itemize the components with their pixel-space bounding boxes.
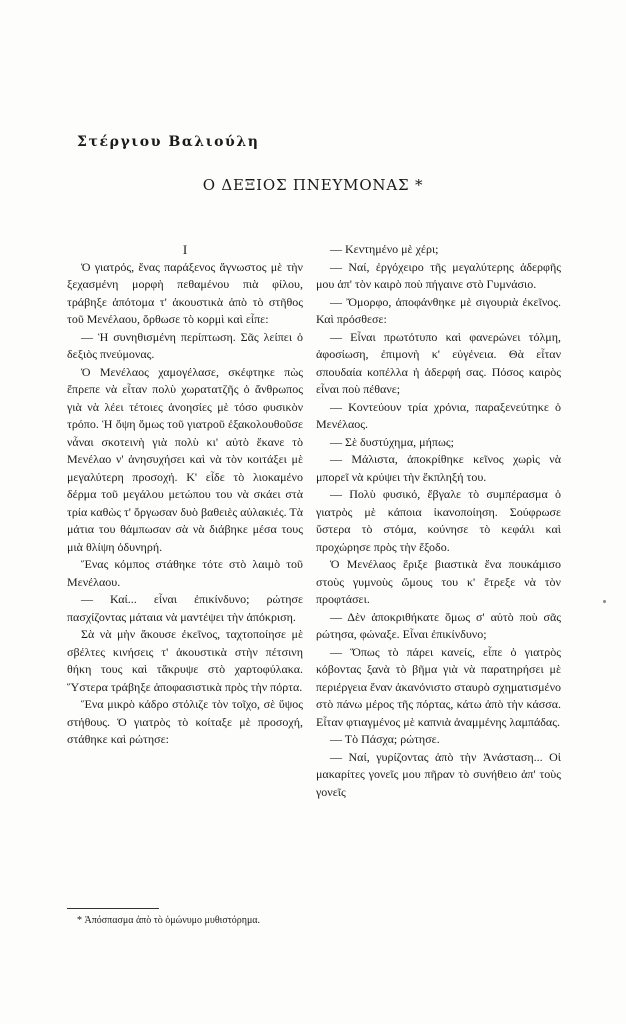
paragraph: Ἕνα μικρὸ κάδρο στόλιζε τὸν τοῖχο, σὲ ὕψος στήθους. Ὁ γιατρὸς τὸ κοίταξε μὲ προσοχή, στάθηκε καὶ ρώτησε: [67,697,303,746]
author-name: Στέργιου Βαλιούλη [77,134,260,150]
section-number: Ι [182,242,188,257]
paragraph: — Κοντεύουν τρία χρόνια, παραξενεύτηκε ὁ Μενέλαος. [316,399,561,431]
paragraph: — Κεντημένο μὲ χέρι; [330,242,439,256]
left-text-column [67,241,303,749]
paragraph: — Τὸ Πάσχα; ρώτησε. [330,732,440,746]
paper-speck [603,600,606,603]
paragraph: — Σὲ δυστύχημα, μήπως; [330,434,454,449]
paragraph: Σὰ νὰ μὴν ἄκουσε ἐκεῖνος, ταχτοποίησε μὲ σβέλτες κινήσεις τ' ἀκουστικὰ στὴν πέτσινη θήκη τους καὶ τἄκρυψε στὸ χαρτοφύλακα. Ὕστερα τράβηξε ἀποφασιστικὰ πρὸς τὴν πόρτα. [67,627,303,694]
paragraph: — Εἶναι πρωτότυπο καὶ φανερώνει τόλμη, ἀφοσίωση, ἐπιμονὴ κ' εὐγένεια. Θὰ εἶταν σπουδαία κοπέλλα ἡ ἀδερφή σας. Πόσος καιρὸς εἶναι ποὺ πέθανε; [316,329,561,396]
paragraph: — Δὲν ἀποκριθήκατε ὅμως σ' αὐτὸ ποὺ σᾶς ρώτησα, φώναξε. Εἶναι ἐπικίνδυνο; [316,609,561,641]
paragraph: Ὁ γιατρός, ἕνας παράξενος ἄγνωστος μὲ τὴν ξεχασμένη μορφὴ πεθαμένου πιὰ φίλου, τράβηξε ἀπότομα τ' ἀκουστικὰ ἀπὸ τὸ στῆθος τοῦ Μενέλαου, ὄρθωσε τὸ κορμὶ καὶ εἶπε: [67,259,303,326]
paragraph: Ὁ Μενέλαος ἔριξε βιαστικὰ ἕνα πουκάμισο στοὺς γυμνοὺς ὤμους του κ' ἔτρεξε νὰ τὸν προφτάσει. [316,557,561,606]
paragraph: — Ναί, γυρίζοντας ἀπὸ τὴν Ἀνάσταση... Οἱ μακαρίτες γονεῖς μου πῆραν τὸ συνήθειο ἀπ' τοὺς γονεῖς [316,749,561,799]
paragraph: — Ὄμορφο, ἀποφάνθηκε μὲ σιγουριὰ ἐκεῖνος. Καὶ πρόσθεσε: [316,294,561,326]
footnote-divider [67,908,159,909]
article-title: Ο ΔΕΞΙΟΣ ΠΝΕΥΜΟΝΑΣ * [202,176,424,194]
paragraph: — Μάλιστα, ἀποκρίθηκε κεῖνος χωρὶς νὰ μπορεῖ νὰ κρύψει τὴν ἔκπληξή του. [316,452,561,484]
footnote: * Ἀπόσπασμα ἀπὸ τὸ ὁμώνυμο μυθιστόρημα. [77,915,261,926]
paragraph: — Ὅπως τὸ πάρει κανείς, εἶπε ὁ γιατρὸς κόβοντας ξανὰ τὸ βῆμα γιὰ νὰ παρατηρήσει μὲ περιέργεια ἕναν ἀκανόνιστο σταυρὸ σχηματισμένο στὸ πάνω μέρος τῆς πόρτας, κάτω ἀπὸ τὴν κάσσα. Εἶταν φτιαγμένος μὲ καπνιὰ ἀναμμένης λαμπάδας. [316,644,561,729]
paragraph: — Καί... εἶναι ἐπικίνδυνο; ρώτησε πασχίζοντας μάταια νὰ μαντέψει τὴν ἀπόκριση. [67,592,303,624]
paragraph: — Ναί, ἐργόχειρο τῆς μεγαλύτερης ἀδερφῆς μου ἀπ' τὸν καιρὸ ποὺ πήγαινε στὸ Γυμνάσιο. [316,259,561,291]
paragraph: — Ἡ συνηθισμένη περίπτωση. Σᾶς λείπει ὁ δεξιὸς πνεύμονας. [67,329,303,361]
paragraph: — Πολὺ φυσικό, ἔβγαλε τὸ συμπέρασμα ὁ γιατρὸς μὲ κάποια ἱκανοποίηση. Σούφρωσε ὕστερα τὸ στόμα, κούνησε τὸ κεφάλι καὶ προχώρησε πρὸς τὴν ἔξοδο. [316,487,561,554]
paragraph: Ὁ Μενέλαος χαμογέλασε, σκέφτηκε πὼς ἔπρεπε νὰ εἶταν πολὺ χωρατατζῆς ὁ ἄνθρωπος γιὰ νὰ λέει τέτοιες ἀνοησίες μὲ τόσο φυσικὸν τρόπο. Ἡ ὄψη ὅμως τοῦ γιατροῦ ἐξακολουθοῦσε νἆναι σκοτεινὴ γιὰ πολὺ κι' αὐτὸ ἔκανε τὸ Μενέλαο ν' ἀνησυχήσει καὶ νὰ τὸν κοιτάξει μὲ μεγαλύτερη προσοχή. Κ' εἶδε τὸ λιοκαμένο δέρμα τοῦ μεγάλου μετώπου του νὰ σκάει στὰ τρία καθὼς τ' ὄργωσαν δυὸ βαθειὲς αὐλακιές. Τὰ μάτια του θάμπωσαν σὰ νὰ διάβηκε μέσα τους μιὰ θλίψη ὀδυνηρή. [67,364,303,554]
right-text-column [316,241,561,801]
paragraph: Ἕνας κόμπος στάθηκε τότε στὸ λαιμὸ τοῦ Μενέλαου. [67,557,303,589]
